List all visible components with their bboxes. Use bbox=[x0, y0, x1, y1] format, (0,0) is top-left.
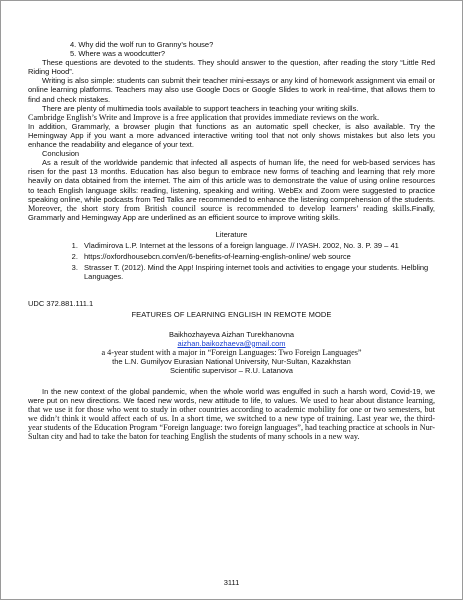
reference-item: 2. https://oxfordhousebcn.com/en/6-benefits-of-learning-english-online/ web source bbox=[80, 252, 435, 261]
body-text-b: We used to hear about distance learning, that we use it for those who went to study in other countries according to academic mobility for one or two semesters, but we didn’t think it would affect each of us. In a short time, we switched to a new type of training. Last year we, the third-year students of the Education Program “Foreign language: two foreign languages”, had teaching practice at schools in Nur-Sultan city and had to take the baton for teaching English the students of many schools in a new way. bbox=[28, 396, 435, 442]
conclusion-heading: Conclusion bbox=[42, 149, 80, 159]
question-4: 4. Why did the wolf run to Granny’s house? bbox=[70, 40, 214, 49]
paragraph-questions-note: These questions are devoted to the students. They should answer to the question, after reading the story “Little Red Riding Hood”. bbox=[28, 58, 435, 77]
page-content bbox=[28, 40, 435, 442]
paragraph-cambridge: Cambridge English’s Write and Improve is a free application that provides immediate reviews on the work. bbox=[28, 112, 380, 122]
udc-code: UDC 372.881.111.1 bbox=[28, 299, 94, 309]
paragraph-multimedia-tools: There are plenty of multimedia tools available to support teachers in teaching your writing skills. bbox=[42, 103, 359, 113]
author-email-link[interactable]: aizhan.baikozhaeva@gmail.com bbox=[177, 338, 286, 348]
paragraph-grammarly: In addition, Grammarly, a browser plugin that functions as an automatic spell checker, is also available. Try the Hemingway App if you want a more advanced interactive writing tool that not only shows mistakes but also lets you enhance the readability and elegance of your text. bbox=[28, 121, 435, 150]
conclusion-text-c: Finally, Grammarly and Hemingway App are underlined as an efficient source to improve writing skills. bbox=[28, 203, 435, 222]
affiliation-line-2: the L.N. Gumilyov Eurasian National University, Nur-Sultan, Kazakhstan bbox=[112, 356, 351, 366]
conclusion-text-b: Moreover, the short story from British council source is recommended to develop learners’ reading skills. bbox=[28, 203, 412, 213]
paragraph-writing: Writing is also simple: students can submit their teacher mini-essays or any kind of homework assignment via email or online learning platforms. Teachers may also use Google Docs or Google Slides to work in real-time, that allows them to find and check mistakes. bbox=[28, 76, 435, 104]
page-number: 3111 bbox=[223, 578, 240, 587]
conclusion-text-a: As a result of the worldwide pandemic that infected all aspects of human life, the need for web-based services has risen for the past 13 months. Education has also begun to embrace new forms of teaching and learning that rely more heavily on data obtained from the internet. The aim of this article was to demonstrate the value of using online resources to teach English language skills: reading, listening, speaking and writing. WebEx and Zoom were suggested to practice speaking online, while podcasts from Ted Talks are recommended to enhance the listening comprehension of the students. bbox=[28, 158, 435, 204]
affiliation-line-1: a 4-year student with a major in “Foreign Languages: Two Foreign Languages” bbox=[101, 347, 362, 357]
references-list bbox=[28, 241, 435, 281]
author-name: Baikhozhayeva Aizhan Turekhanovna bbox=[168, 329, 295, 339]
author-email-line bbox=[28, 339, 435, 348]
reference-item: 3. Strasser T. (2012). Mind the App! Inspiring internet tools and activities to engage your students. Helbling Languages. bbox=[80, 263, 435, 281]
article-title: FEATURES OF LEARNING ENGLISH IN REMOTE MODE bbox=[131, 310, 332, 320]
body-text-a: In the new context of the global pandemic, when the whole world was engulfed in such a harsh word, Covid-19, we were put on new directions. We faced new words, new attitude to life, to values. bbox=[28, 387, 435, 406]
literature-heading: Literature bbox=[215, 229, 248, 239]
spacer bbox=[28, 375, 435, 387]
supervisor-line: Scientific supervisor – R.U. Latanova bbox=[170, 365, 293, 375]
question-5: 5. Where was a woodcutter? bbox=[70, 49, 166, 59]
conclusion-paragraph bbox=[28, 158, 435, 222]
reference-item: 1. Vladimirova L.P. Internet at the lessons of a foreign language. // IYASH. 2002, No. 3. P. 39 – 41 bbox=[80, 241, 435, 250]
body-paragraph bbox=[28, 387, 435, 442]
